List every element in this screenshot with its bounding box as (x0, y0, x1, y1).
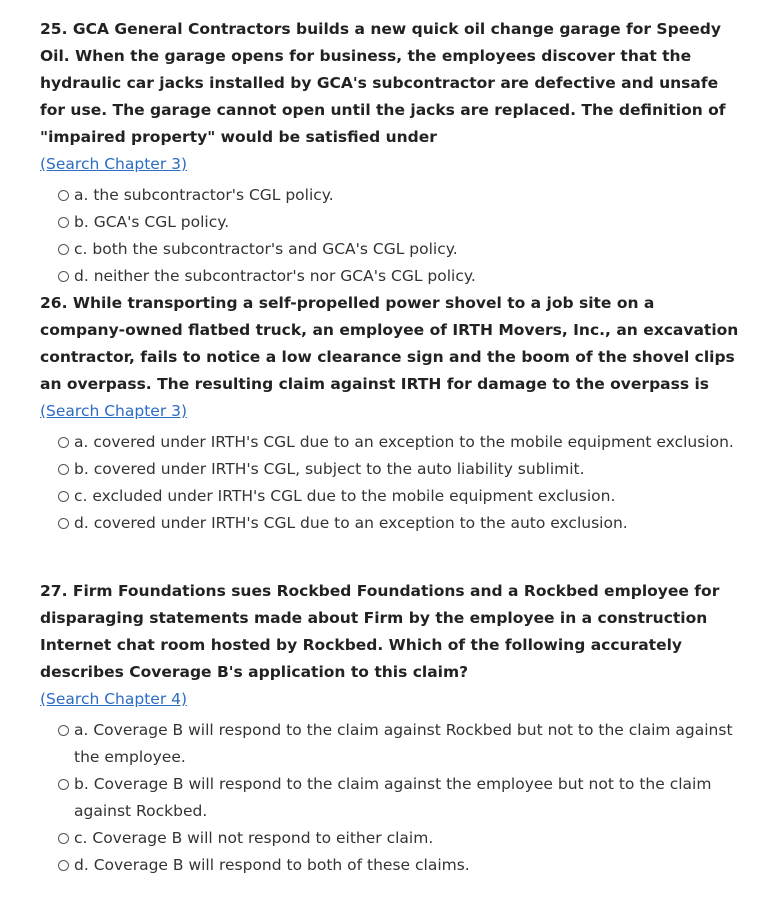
option-label: a. covered under IRTH's CGL due to an exception to the mobile equipment exclusion. (74, 433, 734, 451)
option-label: a. the subcontractor's CGL policy. (74, 186, 334, 204)
option-d[interactable] (58, 852, 740, 879)
option-b[interactable] (58, 456, 740, 483)
radio-button[interactable] (58, 244, 69, 255)
radio-button[interactable] (58, 860, 69, 871)
option-c[interactable] (58, 236, 740, 263)
radio-button[interactable] (58, 725, 69, 736)
option-label: a. Coverage B will respond to the claim against Rockbed but not to the claim against the employee. (74, 721, 733, 766)
radio-button[interactable] (58, 518, 69, 529)
option-a[interactable] (58, 717, 740, 771)
question-25 (40, 16, 740, 290)
option-label: c. excluded under IRTH's CGL due to the mobile equipment exclusion. (74, 487, 616, 505)
option-label: b. GCA's CGL policy. (74, 213, 230, 231)
search-chapter-link[interactable]: (Search Chapter 4) (40, 690, 188, 708)
answer-options (40, 717, 740, 879)
question-text: 26. While transporting a self-propelled power shovel to a job site on a company-owned flatbed truck, an employee of IRTH Movers, Inc., an excavation contractor, fails to notice a low clearance sign and the boom of the shovel clips an overpass. The resulting claim against IRTH for damage to the overpass is (40, 294, 739, 393)
radio-button[interactable] (58, 437, 69, 448)
option-a[interactable] (58, 429, 740, 456)
option-label: b. covered under IRTH's CGL, subject to the auto liability sublimit. (74, 460, 585, 478)
question-text: 27. Firm Foundations sues Rockbed Foundations and a Rockbed employee for disparaging statements made about Firm by the employee in a construction Internet chat room hosted by Rockbed. Which of the following accurately describes Coverage B's application to this claim? (40, 582, 720, 681)
option-b[interactable] (58, 209, 740, 236)
option-label: c. Coverage B will not respond to either claim. (74, 829, 434, 847)
option-label: d. Coverage B will respond to both of these claims. (74, 856, 470, 874)
option-label: d. neither the subcontractor's nor GCA's CGL policy. (74, 267, 476, 285)
radio-button[interactable] (58, 217, 69, 228)
question-26 (40, 290, 740, 578)
option-a[interactable] (58, 182, 740, 209)
option-b[interactable] (58, 771, 740, 825)
option-c[interactable] (58, 825, 740, 852)
radio-button[interactable] (58, 491, 69, 502)
radio-button[interactable] (58, 833, 69, 844)
option-d[interactable] (58, 263, 740, 290)
search-chapter-link[interactable]: (Search Chapter 3) (40, 155, 188, 173)
search-chapter-link[interactable]: (Search Chapter 3) (40, 402, 188, 420)
option-label: c. both the subcontractor's and GCA's CGL policy. (74, 240, 458, 258)
question-text: 25. GCA General Contractors builds a new quick oil change garage for Speedy Oil. When the garage opens for business, the employees discover that the hydraulic car jacks installed by GCA's subcontractor are defective and unsafe for use. The garage cannot open until the jacks are replaced. The definition of "impaired property" would be satisfied under (40, 20, 726, 146)
radio-button[interactable] (58, 464, 69, 475)
option-c[interactable] (58, 483, 740, 510)
answer-options (40, 182, 740, 290)
radio-button[interactable] (58, 190, 69, 201)
option-label: b. Coverage B will respond to the claim against the employee but not to the claim against Rockbed. (74, 775, 712, 820)
radio-button[interactable] (58, 271, 69, 282)
question-27 (40, 578, 740, 879)
radio-button[interactable] (58, 779, 69, 790)
answer-options (40, 429, 740, 537)
option-d[interactable] (58, 510, 740, 537)
option-label: d. covered under IRTH's CGL due to an exception to the auto exclusion. (74, 514, 628, 532)
